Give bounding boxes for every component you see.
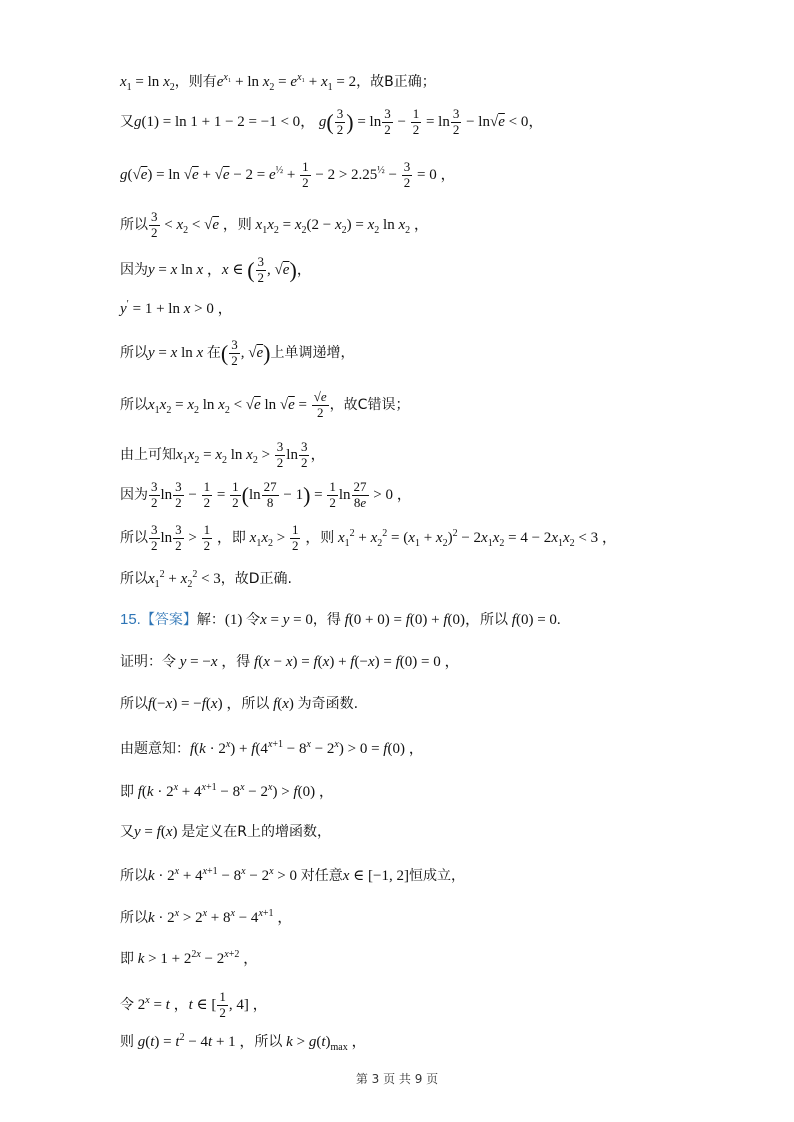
math-line: 所以 $\frac{3}{2}$ < $x_2 < √e$ ，则 $x_1x_2 = x_2(2 - x_2) = x_2$ $\ln x_2$ ， [120,209,429,240]
text-fragment: ，故D正确. [220,571,293,587]
text-fragment: 令 [246,612,261,628]
question-number: 15. [120,611,141,628]
text-fragment: 因为 [120,261,148,278]
text-fragment: 是定义在R上的增函数， [181,824,331,840]
math-line: 15.【答案】解：(1) 令x = y = 0，得 f(0 + 0) = f(0) + f(0)，所以 f(0) = 0. [120,611,561,628]
math-line: 所以$k \cdot 2^x > 2^x + 8^x - 4^{x+1}$ ， [120,908,293,926]
text-fragment: 对任意 [300,868,343,884]
text-fragment: 上单调递增， [270,344,355,361]
text-fragment: 所以 [120,696,148,712]
text-fragment: 令 [120,996,134,1013]
text-fragment: 又 [120,113,134,130]
text-fragment: 即 [231,529,246,546]
text-fragment: 由题意知： [120,741,190,757]
math-line: 即 $k > 1 + 2^{2x} - 2^{x+2}$ ， [120,949,259,967]
math-line: 又g(1) = ln 1 + 1 − 2 = −1 < 0， g( $\frac{3}{2}$ ) = ln $\frac{3}{2}$ − $\frac{1}{2}$ = ln $\frac{3}{2}$ − ln√e < 0， [120,106,544,137]
text-fragment: 所以 [120,910,148,926]
text-fragment: 所以 [120,529,148,546]
text-fragment: 所以 [120,868,148,884]
text-fragment: 所以 [120,216,148,233]
page-footer: 第 3 页 共 9 页 [355,1072,439,1086]
text-fragment: 即 [120,784,134,800]
math-line: 所以$k \cdot 2^x + 4^{x+1} - 8^x - 2^x > 0$ 对任意x ∈ [−1, 2]恒成立， [120,866,465,884]
text-fragment: 证明： [120,654,162,670]
math-line: 所以 $\frac{3}{2}$ ln $\frac{3}{2}$ > $\frac{1}{2}$ ，即 $x_1x_2$ > $\frac{1}{2}$ ，则 $x_1^2 + x_2^2 = (x_1 + x_2)^2 - 2x_1x_2 = 4 - 2x_1x_2 < 3$ ， [120,522,617,553]
math-line: y′ = 1 + ln x > 0 ， [120,299,233,317]
math-line: 即 $f(k \cdot 2^x + 4^{x+1} - 8^x - 2^x) > f(0)$ ， [120,782,334,800]
text-fragment: 又 [120,824,134,840]
text-fragment: 恒成立， [408,868,465,884]
text-fragment: 所以 [120,344,148,361]
math-line: 证明：令 y = −x ，得 f(x − x) = f(x) + f(−x) = f(0) = 0 ， [120,654,460,670]
math-line: 所以y = x ln x 在( $\frac{3}{2}$ , √e)上单调递增， [120,337,355,368]
math-line: 因为y = x ln x ，x ∈ ( $\frac{3}{2}$ , √e)， [120,254,312,285]
math-line: $x_1 = \ln x_2$，则有$e^{x_1} + \ln x_2 = e^{x_1} + x_1 = 2$，故B正确； [120,72,436,93]
text-fragment: ，故C错误； [329,396,410,413]
text-fragment: 因为 [120,486,148,503]
text-fragment: 所以 [120,396,148,413]
text-fragment: ，得 [312,612,341,628]
math-line: 令 $2^x = t$ ，t ∈ [ $\frac{1}{2}$ , 4] ， [120,989,268,1020]
math-line: 因为 $\frac{3}{2}$ ln $\frac{3}{2}$ − $\frac{1}{2}$ = $\frac{1}{2}$ (ln $\frac{27}{8}$ − 1) = $\frac{1}{2}$ ln $\frac{27}{8e}$ > 0 ， [120,479,412,510]
text-fragment: 令 [162,654,176,670]
text-fragment: 即 [120,951,134,967]
text-fragment: 为奇函数. [297,696,359,712]
text-fragment: 解： [196,612,225,628]
text-fragment: 则 [320,529,335,546]
text-fragment: 则 [237,216,252,233]
text-fragment: 所以 [120,571,148,587]
answer-tag: 【答案】 [140,612,197,628]
text-fragment: ，故B正确； [356,74,436,90]
math-line: 由题意知：$f(k \cdot 2^x) + f(4^{x+1} - 8^x - 2^x) > 0 = f(0)$ ， [120,739,424,757]
math-line: 又y = f(x) 是定义在R上的增函数， [120,824,331,840]
text-fragment: 由上可知 [120,446,176,463]
math-line: 则 $g(t) = t^2 - 4t + 1$ ，所以 $k > g(t)_{max}$ ， [120,1032,367,1053]
math-line: $g(√e) = \ln √e + √e - 2 = e^{\frac{1}{2}}$ + $\frac{1}{2}$ − $2 > 2.25^{\frac{1}{2}}$ − $\frac{3}{2}$ = 0 ， [120,159,456,190]
math-line: 所以f(−x) = −f(x) ，所以 f(x) 为奇函数. [120,696,359,712]
math-line: 所以$x_1x_2 = x_2$ $\ln x_2 < √e$ ln √e = $\frac{√e}{2}$ ，故C错误； [120,389,410,420]
math-line: 由上可知$x_1x_2 = x_2$ $\ln x_2$ > $\frac{3}{2}$ ln $\frac{3}{2}$ ， [120,439,326,470]
text-fragment: 则 [120,1034,134,1050]
math-line: 所以$x_1^2 + x_2^2 < 3$，故D正确. [120,569,293,590]
